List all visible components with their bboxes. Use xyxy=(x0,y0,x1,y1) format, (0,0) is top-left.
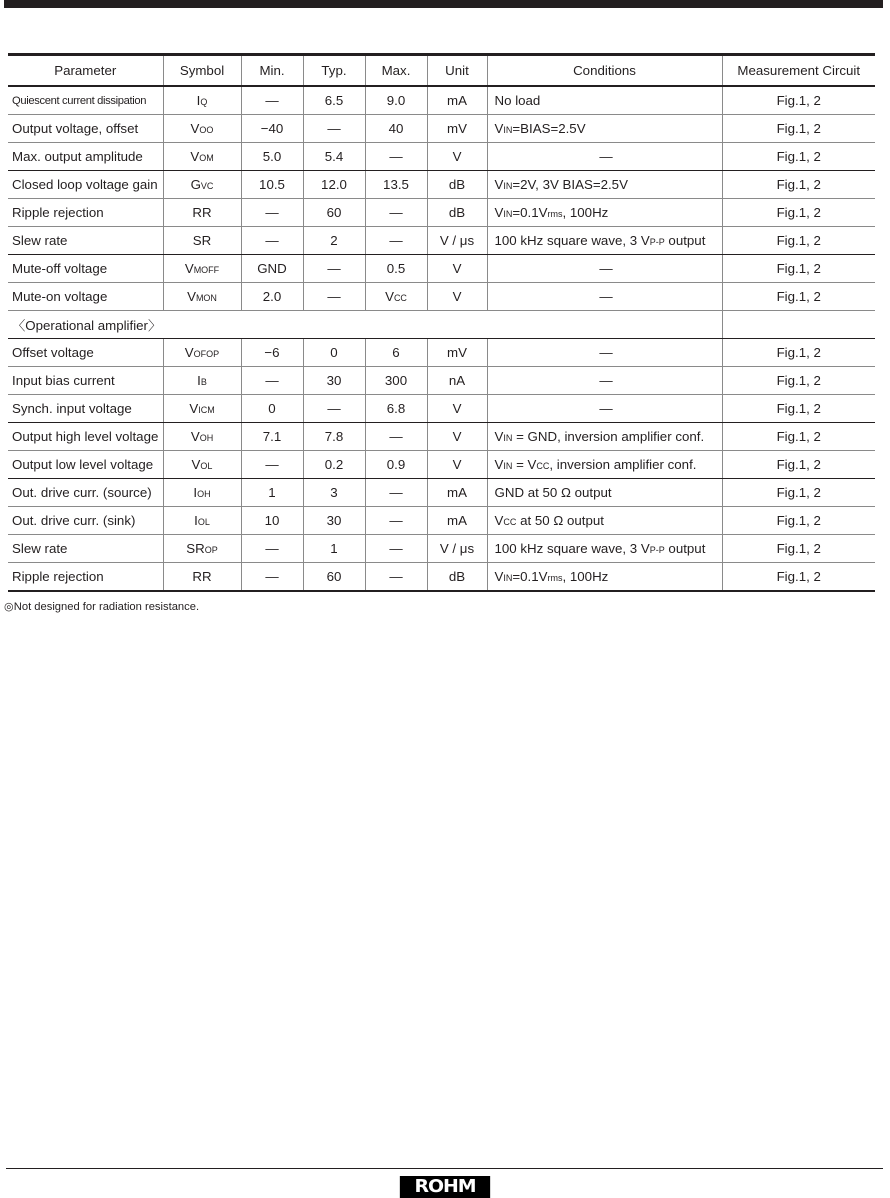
radiation-note: ◎Not designed for radiation resistance. xyxy=(4,601,200,613)
typ-cell: 0.2 xyxy=(303,451,365,479)
symbol-cell xyxy=(163,143,241,171)
col-header-typ: Typ. xyxy=(303,55,365,87)
table-row xyxy=(8,86,875,115)
parameter-cell: Mute-on voltage xyxy=(8,283,163,311)
typ-cell: 30 xyxy=(303,367,365,395)
col-header-symbol: Symbol xyxy=(163,55,241,87)
min-cell: 1 xyxy=(241,479,303,507)
section-empty-cell xyxy=(722,311,875,339)
unit-cell: nA xyxy=(427,367,487,395)
table-row xyxy=(8,507,875,535)
typ-cell: 7.8 xyxy=(303,423,365,451)
table-row xyxy=(8,563,875,592)
symbol-cell xyxy=(163,339,241,367)
symbol-main: V xyxy=(189,401,199,416)
condition-text: GND at 50 Ω output xyxy=(494,485,612,500)
min-cell: — xyxy=(241,199,303,227)
condition-subscript-2: rms xyxy=(547,209,563,219)
unit-cell: mV xyxy=(427,339,487,367)
max-value: 40 xyxy=(388,121,404,136)
table-row xyxy=(8,199,875,227)
max-cell xyxy=(365,339,427,367)
typ-cell: 3 xyxy=(303,479,365,507)
unit-cell: V xyxy=(427,423,487,451)
condition-subscript: IN xyxy=(503,181,513,191)
max-value: 0.5 xyxy=(386,261,406,276)
parameter-cell: Output low level voltage xyxy=(8,451,163,479)
max-value: — xyxy=(389,149,403,164)
condition-text: — xyxy=(599,261,613,276)
min-cell: 5.0 xyxy=(241,143,303,171)
symbol-cell xyxy=(163,395,241,423)
measurement-circuit-cell: Fig.1, 2 xyxy=(722,395,875,423)
min-cell: GND xyxy=(241,255,303,283)
max-value: — xyxy=(389,513,403,528)
max-value: — xyxy=(389,233,403,248)
max-cell xyxy=(365,423,427,451)
typ-cell: 60 xyxy=(303,199,365,227)
symbol-main: V xyxy=(184,345,194,360)
typ-cell: 6.5 xyxy=(303,86,365,115)
conditions-cell xyxy=(487,227,722,255)
parameter-cell: Offset voltage xyxy=(8,339,163,367)
symbol-cell xyxy=(163,171,241,199)
condition-text: — xyxy=(599,149,613,164)
max-cell xyxy=(365,227,427,255)
condition-text: V xyxy=(494,513,504,528)
symbol-subscript: OH xyxy=(199,433,214,443)
condition-text: — xyxy=(599,373,613,388)
symbol-subscript: Q xyxy=(200,97,208,107)
rohm-logo: ROHM xyxy=(400,1176,490,1198)
measurement-circuit-cell: Fig.1, 2 xyxy=(722,535,875,563)
symbol-subscript: OM xyxy=(199,153,214,163)
measurement-circuit-cell: Fig.1, 2 xyxy=(722,171,875,199)
symbol-cell xyxy=(163,507,241,535)
unit-cell: mA xyxy=(427,507,487,535)
symbol-main: I xyxy=(193,485,198,500)
symbol-subscript: OL xyxy=(197,517,210,527)
min-cell: — xyxy=(241,535,303,563)
unit-cell: mV xyxy=(427,115,487,143)
unit-cell: V xyxy=(427,255,487,283)
conditions-cell xyxy=(487,255,722,283)
table-row xyxy=(8,535,875,563)
unit-cell: V / μs xyxy=(427,535,487,563)
measurement-circuit-cell: Fig.1, 2 xyxy=(722,115,875,143)
condition-text-rest: = V xyxy=(512,457,537,472)
conditions-cell xyxy=(487,507,722,535)
min-cell: — xyxy=(241,86,303,115)
symbol-subscript: B xyxy=(200,377,207,387)
max-value: — xyxy=(389,205,403,220)
condition-subscript: P-P xyxy=(649,545,665,555)
condition-text: V xyxy=(494,177,504,192)
symbol-main: I xyxy=(194,513,198,528)
symbol-subscript: OO xyxy=(199,125,214,135)
conditions-cell xyxy=(487,535,722,563)
typ-cell: 30 xyxy=(303,507,365,535)
symbol-subscript: ICM xyxy=(198,405,215,415)
typ-cell: 1 xyxy=(303,535,365,563)
condition-text-rest: =0.1V xyxy=(512,569,548,584)
conditions-cell xyxy=(487,339,722,367)
parameter-cell: Slew rate xyxy=(8,227,163,255)
condition-subscript-2: rms xyxy=(547,573,563,583)
condition-text: — xyxy=(599,289,613,304)
conditions-cell xyxy=(487,199,722,227)
max-cell xyxy=(365,563,427,592)
max-value: V xyxy=(385,289,394,304)
max-cell xyxy=(365,367,427,395)
table-row xyxy=(8,227,875,255)
symbol-cell xyxy=(163,535,241,563)
symbol-cell xyxy=(163,255,241,283)
conditions-cell xyxy=(487,423,722,451)
max-cell xyxy=(365,283,427,311)
table-row xyxy=(8,479,875,507)
parameter-cell: Output voltage, offset xyxy=(8,115,163,143)
measurement-circuit-cell: Fig.1, 2 xyxy=(722,283,875,311)
condition-text: — xyxy=(599,345,613,360)
max-value: 0.9 xyxy=(386,457,406,472)
symbol-main: RR xyxy=(192,205,212,220)
measurement-circuit-cell: Fig.1, 2 xyxy=(722,563,875,592)
table-row xyxy=(8,171,875,199)
conditions-cell xyxy=(487,171,722,199)
measurement-circuit-cell: Fig.1, 2 xyxy=(722,367,875,395)
condition-text: — xyxy=(599,401,613,416)
typ-cell: 2 xyxy=(303,227,365,255)
section-label: 〈Operational amplifier〉 xyxy=(8,311,722,339)
max-value: — xyxy=(389,541,403,556)
condition-text: 100 kHz square wave, 3 V xyxy=(494,233,650,248)
typ-cell: — xyxy=(303,115,365,143)
col-header-parameter: Parameter xyxy=(8,55,163,87)
symbol-cell xyxy=(163,479,241,507)
condition-subscript: IN xyxy=(503,433,513,443)
symbol-cell xyxy=(163,283,241,311)
symbol-main: V xyxy=(184,261,194,276)
condition-text-rest-2: , 100Hz xyxy=(562,569,609,584)
conditions-cell xyxy=(487,563,722,592)
col-header-max: Max. xyxy=(365,55,427,87)
parameter-cell: Slew rate xyxy=(8,535,163,563)
parameter-cell: Ripple rejection xyxy=(8,199,163,227)
symbol-subscript: OL xyxy=(200,461,213,471)
measurement-circuit-cell: Fig.1, 2 xyxy=(722,451,875,479)
parameter-cell: Max. output amplitude xyxy=(8,143,163,171)
electrical-characteristics-table xyxy=(8,53,875,592)
min-cell: 7.1 xyxy=(241,423,303,451)
measurement-circuit-cell: Fig.1, 2 xyxy=(722,143,875,171)
symbol-main: RR xyxy=(192,569,212,584)
symbol-subscript: OFOP xyxy=(193,349,220,359)
top-bar xyxy=(4,0,883,8)
unit-cell: V xyxy=(427,143,487,171)
unit-cell: dB xyxy=(427,171,487,199)
condition-subscript: IN xyxy=(503,209,513,219)
max-value: 6.8 xyxy=(386,401,406,416)
max-cell xyxy=(365,255,427,283)
max-cell xyxy=(365,395,427,423)
symbol-subscript: MOFF xyxy=(193,265,220,275)
unit-cell: V xyxy=(427,451,487,479)
condition-text-rest: = GND, inversion amplifier conf. xyxy=(512,429,705,444)
symbol-main: V xyxy=(191,457,201,472)
table-row xyxy=(8,283,875,311)
parameter-cell: Out. drive curr. (sink) xyxy=(8,507,163,535)
symbol-cell xyxy=(163,115,241,143)
table-row xyxy=(8,339,875,367)
typ-cell: 12.0 xyxy=(303,171,365,199)
footer-divider xyxy=(6,1168,883,1169)
table-row xyxy=(8,115,875,143)
condition-text-rest: output xyxy=(664,541,706,556)
max-cell xyxy=(365,86,427,115)
max-cell xyxy=(365,451,427,479)
conditions-cell xyxy=(487,367,722,395)
symbol-cell xyxy=(163,367,241,395)
symbol-main: V xyxy=(187,289,196,304)
unit-cell: V xyxy=(427,395,487,423)
table-row xyxy=(8,423,875,451)
conditions-cell xyxy=(487,451,722,479)
unit-cell: V xyxy=(427,283,487,311)
symbol-subscript: VC xyxy=(200,181,214,191)
max-value: — xyxy=(389,569,403,584)
typ-cell: 5.4 xyxy=(303,143,365,171)
min-cell: 2.0 xyxy=(241,283,303,311)
unit-cell: dB xyxy=(427,563,487,592)
condition-subscript: CC xyxy=(503,517,517,527)
max-cell xyxy=(365,143,427,171)
min-cell: −6 xyxy=(241,339,303,367)
measurement-circuit-cell: Fig.1, 2 xyxy=(722,479,875,507)
parameter-cell: Out. drive curr. (source) xyxy=(8,479,163,507)
symbol-main: SR xyxy=(192,233,212,248)
condition-subscript: IN xyxy=(503,125,513,135)
parameter-cell: Closed loop voltage gain xyxy=(8,171,163,199)
conditions-cell xyxy=(487,143,722,171)
condition-text: V xyxy=(494,429,504,444)
min-cell: — xyxy=(241,451,303,479)
conditions-cell xyxy=(487,115,722,143)
symbol-main: I xyxy=(197,373,201,388)
col-header-conditions: Conditions xyxy=(487,55,722,87)
symbol-cell xyxy=(163,199,241,227)
symbol-main: V xyxy=(190,429,200,444)
symbol-subscript: MON xyxy=(195,293,217,303)
parameter-cell: Mute-off voltage xyxy=(8,255,163,283)
condition-text-rest-2: , inversion amplifier conf. xyxy=(549,457,697,472)
measurement-circuit-cell: Fig.1, 2 xyxy=(722,86,875,115)
condition-subscript: IN xyxy=(503,461,513,471)
conditions-cell xyxy=(487,283,722,311)
max-cell xyxy=(365,171,427,199)
max-value: — xyxy=(389,429,403,444)
parameter-cell: Input bias current xyxy=(8,367,163,395)
max-cell xyxy=(365,199,427,227)
table-row xyxy=(8,451,875,479)
typ-cell: — xyxy=(303,283,365,311)
symbol-cell xyxy=(163,563,241,592)
symbol-main: V xyxy=(190,121,200,136)
symbol-cell xyxy=(163,423,241,451)
condition-subscript: P-P xyxy=(649,237,665,247)
max-value: 6 xyxy=(392,345,400,360)
min-cell: — xyxy=(241,367,303,395)
typ-cell: — xyxy=(303,255,365,283)
symbol-main: I xyxy=(196,93,201,108)
parameter-cell: Output high level voltage xyxy=(8,423,163,451)
symbol-main: G xyxy=(190,177,201,192)
measurement-circuit-cell: Fig.1, 2 xyxy=(722,507,875,535)
condition-text: V xyxy=(494,205,504,220)
measurement-circuit-cell: Fig.1, 2 xyxy=(722,227,875,255)
min-cell: 10.5 xyxy=(241,171,303,199)
condition-text: V xyxy=(494,569,504,584)
section-row-operational-amplifier xyxy=(8,311,875,339)
unit-cell: mA xyxy=(427,86,487,115)
unit-cell: dB xyxy=(427,199,487,227)
min-cell: — xyxy=(241,563,303,592)
symbol-cell xyxy=(163,86,241,115)
unit-cell: mA xyxy=(427,479,487,507)
max-cell xyxy=(365,115,427,143)
symbol-cell xyxy=(163,227,241,255)
condition-text-rest: =BIAS=2.5V xyxy=(512,121,586,136)
condition-text-rest: at 50 Ω output xyxy=(516,513,604,528)
max-cell xyxy=(365,507,427,535)
measurement-circuit-cell: Fig.1, 2 xyxy=(722,199,875,227)
table-row xyxy=(8,143,875,171)
min-cell: — xyxy=(241,227,303,255)
max-value: 300 xyxy=(384,373,408,388)
max-cell xyxy=(365,479,427,507)
condition-text-rest-2: , 100Hz xyxy=(562,205,609,220)
header-row xyxy=(8,55,875,87)
parameter-cell: Synch. input voltage xyxy=(8,395,163,423)
conditions-cell xyxy=(487,86,722,115)
table-row xyxy=(8,367,875,395)
condition-text-rest: =0.1V xyxy=(512,205,548,220)
col-header-measurement-circuit: Measurement Circuit xyxy=(722,55,875,87)
max-value: — xyxy=(389,485,403,500)
conditions-cell xyxy=(487,479,722,507)
max-value: 13.5 xyxy=(383,177,409,192)
condition-text: V xyxy=(494,457,504,472)
condition-text: No load xyxy=(494,93,541,108)
max-value: 9.0 xyxy=(386,93,406,108)
table-row xyxy=(8,395,875,423)
condition-text: 100 kHz square wave, 3 V xyxy=(494,541,650,556)
measurement-circuit-cell: Fig.1, 2 xyxy=(722,423,875,451)
measurement-circuit-cell: Fig.1, 2 xyxy=(722,339,875,367)
table-row xyxy=(8,255,875,283)
symbol-subscript: OP xyxy=(204,545,218,555)
measurement-circuit-cell: Fig.1, 2 xyxy=(722,255,875,283)
condition-text-rest: output xyxy=(664,233,706,248)
symbol-main: V xyxy=(190,149,200,164)
min-cell: 10 xyxy=(241,507,303,535)
parameter-cell: Quiescent current dissipation xyxy=(8,86,163,115)
typ-cell: — xyxy=(303,395,365,423)
symbol-main: SR xyxy=(186,541,205,556)
typ-cell: 60 xyxy=(303,563,365,592)
min-cell: −40 xyxy=(241,115,303,143)
condition-text: V xyxy=(494,121,504,136)
condition-text-rest: =2V, 3V BIAS=2.5V xyxy=(512,177,628,192)
condition-subscript: IN xyxy=(503,573,513,583)
parameter-cell: Ripple rejection xyxy=(8,563,163,592)
symbol-subscript: OH xyxy=(197,489,211,499)
col-header-min: Min. xyxy=(241,55,303,87)
typ-cell: 0 xyxy=(303,339,365,367)
conditions-cell xyxy=(487,395,722,423)
max-cell xyxy=(365,535,427,563)
min-cell: 0 xyxy=(241,395,303,423)
max-subscript: CC xyxy=(393,293,407,303)
condition-subscript-2: CC xyxy=(536,461,550,471)
col-header-unit: Unit xyxy=(427,55,487,87)
unit-cell: V / μs xyxy=(427,227,487,255)
symbol-cell xyxy=(163,451,241,479)
